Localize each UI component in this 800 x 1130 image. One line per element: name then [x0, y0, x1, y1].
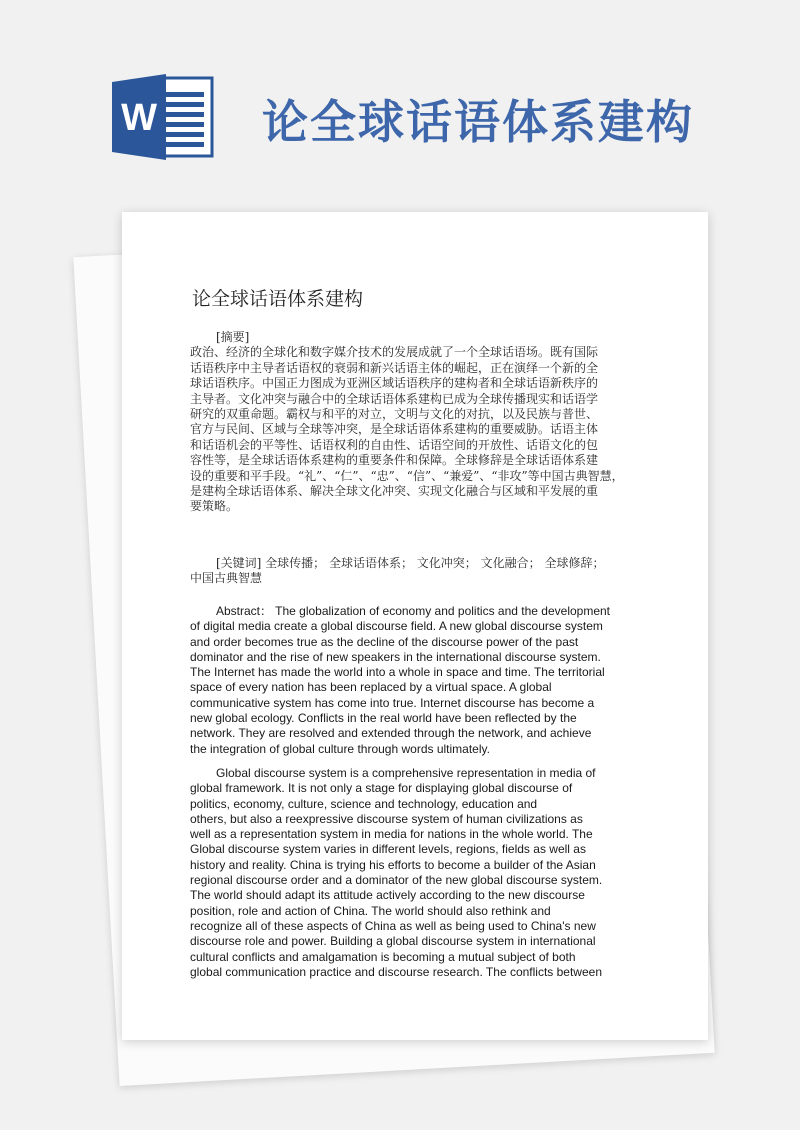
- paragraph-line: well as a representation system in media for nations in the whole world. The: [190, 827, 593, 842]
- abstract-en-line: of digital media create a global discourse field. A new global discourse system: [190, 619, 603, 634]
- paragraph-line: history and reality. China is trying his efforts to become a builder of the Asian: [190, 857, 596, 872]
- paragraph-line: global communication practice and discourse research. The conflicts between: [190, 964, 602, 979]
- paragraph-line: The world should adapt its attitude actively according to the new discourse: [190, 888, 585, 903]
- paragraph-2-en: [190, 766, 638, 980]
- keywords: [190, 556, 638, 587]
- paragraph-line: others, but also a reexpressive discourse system of human civilizations as: [190, 811, 583, 826]
- word-document-icon: [110, 72, 218, 162]
- paragraph-line: Global discourse system varies in different levels, regions, fields as well as: [190, 842, 586, 857]
- abstract-en-line: communicative system has come into true. Internet discourse has become a: [190, 695, 595, 710]
- abstract-label: [摘要]: [216, 330, 250, 344]
- abstract-en-line: The Internet has made the world into a whole in space and time. The territorial: [190, 665, 605, 680]
- paragraph-line: cultural conflicts and amalgamation is becoming a mutual subject of both: [190, 949, 576, 964]
- header: [0, 0, 800, 200]
- abstract-line: 话语秩序中主导者话语权的衰弱和新兴话语主体的崛起，正在演绎一个新的全: [190, 360, 599, 375]
- keywords-line: [关键词] 全球传播； 全球话语体系； 文化冲突； 文化融合； 全球修辞；: [216, 556, 605, 570]
- paragraph-line: politics, economy, culture, science and technology, education and: [190, 796, 538, 811]
- paragraph-line: Global discourse system is a comprehensive representation in media of: [216, 766, 596, 780]
- abstract-line: 球话语秩序。中国正力图成为亚洲区域话语秩序的建构者和全球话语新秩序的: [190, 376, 599, 391]
- paragraph-line: regional discourse order and a dominator of the new global discourse system.: [190, 873, 603, 888]
- abstract-cn: [190, 330, 638, 515]
- document-title: 论全球话语体系建构: [192, 288, 364, 310]
- abstract-line: 要策略。: [190, 499, 239, 514]
- banner-title: 论全球话语体系建构: [262, 95, 694, 149]
- abstract-line: 容性等，是全球话语体系建构的重要条件和保障。全球修辞是全球话语体系建: [190, 453, 599, 468]
- abstract-en-line: the integration of global culture through words ultimately.: [190, 741, 490, 756]
- abstract-line: 主导者。文化冲突与融合中的全球话语体系建构已成为全球传播现实和话语学: [190, 391, 599, 406]
- keywords-line: 中国古典智慧: [190, 571, 263, 586]
- abstract-en-line: dominator and the rise of new speakers in the international discourse system.: [190, 649, 601, 664]
- paragraph-line: recognize all of these aspects of China as well as being used to China's new: [190, 918, 596, 933]
- abstract-en: [190, 604, 638, 757]
- logo-letter: W: [121, 97, 157, 139]
- abstract-en-line: Abstract： The globalization of economy and politics and the development: [216, 604, 611, 618]
- abstract-line: 研究的双重命题。霸权与和平的对立，文明与文化的对抗，以及民族与普世、: [190, 407, 599, 422]
- abstract-en-line: new global ecology. Conflicts in the real world have been reflected by the: [190, 711, 577, 726]
- abstract-line: 官方与民间、区域与全球等冲突，是全球话语体系建构的重要威胁。话语主体: [190, 422, 599, 437]
- abstract-en-line: space of every nation has been replaced by a virtual space. A global: [190, 680, 552, 695]
- paragraph-line: discourse role and power. Building a global discourse system in international: [190, 934, 596, 949]
- abstract-line: 政治、经济的全球化和数字媒介技术的发展成就了一个全球话语场。既有国际: [190, 345, 599, 360]
- abstract-line: 设的重要和平手段。“礼”、“仁”、“忠”、“信”、“兼爱”、“非攻”等中国古典智慧，: [190, 468, 624, 483]
- paragraph-line: global framework. It is not only a stage for displaying global discourse of: [190, 781, 573, 796]
- document-page: [122, 212, 708, 1040]
- paragraph-line: position, role and action of China. The world should also rethink and: [190, 903, 551, 918]
- abstract-line: 是建构全球话语体系、解决全球文化冲突、实现文化融合与区域和平发展的重: [190, 484, 599, 499]
- abstract-line: 和话语机会的平等性、话语权利的自由性、话语空间的开放性、话语文化的包: [190, 437, 599, 452]
- abstract-en-line: and order becomes true as the decline of the discourse power of the past: [190, 634, 579, 649]
- abstract-en-line: network. They are resolved and extended through the network, and achieve: [190, 726, 592, 741]
